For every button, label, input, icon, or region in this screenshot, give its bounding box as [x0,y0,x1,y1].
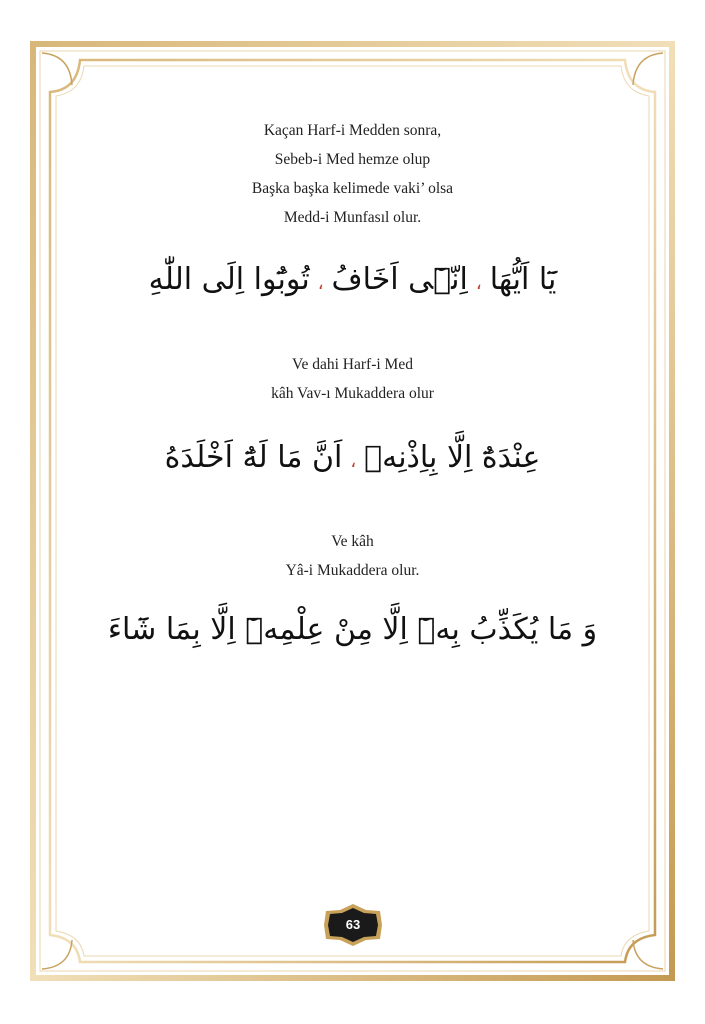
arabic-example-1 [0,262,705,297]
text-line: Yâ-i Mukaddera olur. [285,562,420,579]
text-line: Ve kâh [331,533,374,550]
arabic-phrase: تُوبُٓوا اِلَى اللّٰهِ [148,262,310,297]
paragraph-medd-munfasil [0,116,705,232]
separator-mark: ، [350,451,357,472]
text-line: Ve dahi Harf-i Med [292,356,413,373]
arabic-example-2 [0,440,705,475]
arabic-phrase: اَنَّ مَا لَهُٓ اَخْلَدَهُ [164,440,343,475]
text-line: Başka başka kelimede vaki’ olsa [251,180,454,197]
arabic-phrase: يَٓا اَيُّهَا [489,262,557,297]
text-line: Medd-i Munfasıl olur. [283,209,422,226]
text-line: kâh Vav-ı Mukaddera olur [271,385,434,402]
arabic-phrase: عِنْدَهُٓ اِلَّا بِاِذْنِه۪ [364,440,541,475]
arabic-phrase: وَ مَا يُكَذِّبُ بِه۪ٓ اِلَّا مِنْ عِلْمِه۪ٓ اِلَّا بِمَا شَٓاءَ [107,612,598,647]
arabic-phrase: اِنّ۪ٓى اَخَافُ [331,262,468,297]
text-line: Sebeb-i Med hemze olup [274,151,431,168]
separator-mark: ، [475,273,482,294]
page-number: 63 [345,917,361,932]
arabic-example-3 [0,612,705,647]
paragraph-vav-mukaddera [0,350,705,408]
text-line: Kaçan Harf-i Medden sonra, [263,122,442,139]
separator-mark: ، [317,273,324,294]
paragraph-ya-mukaddera [0,527,705,585]
